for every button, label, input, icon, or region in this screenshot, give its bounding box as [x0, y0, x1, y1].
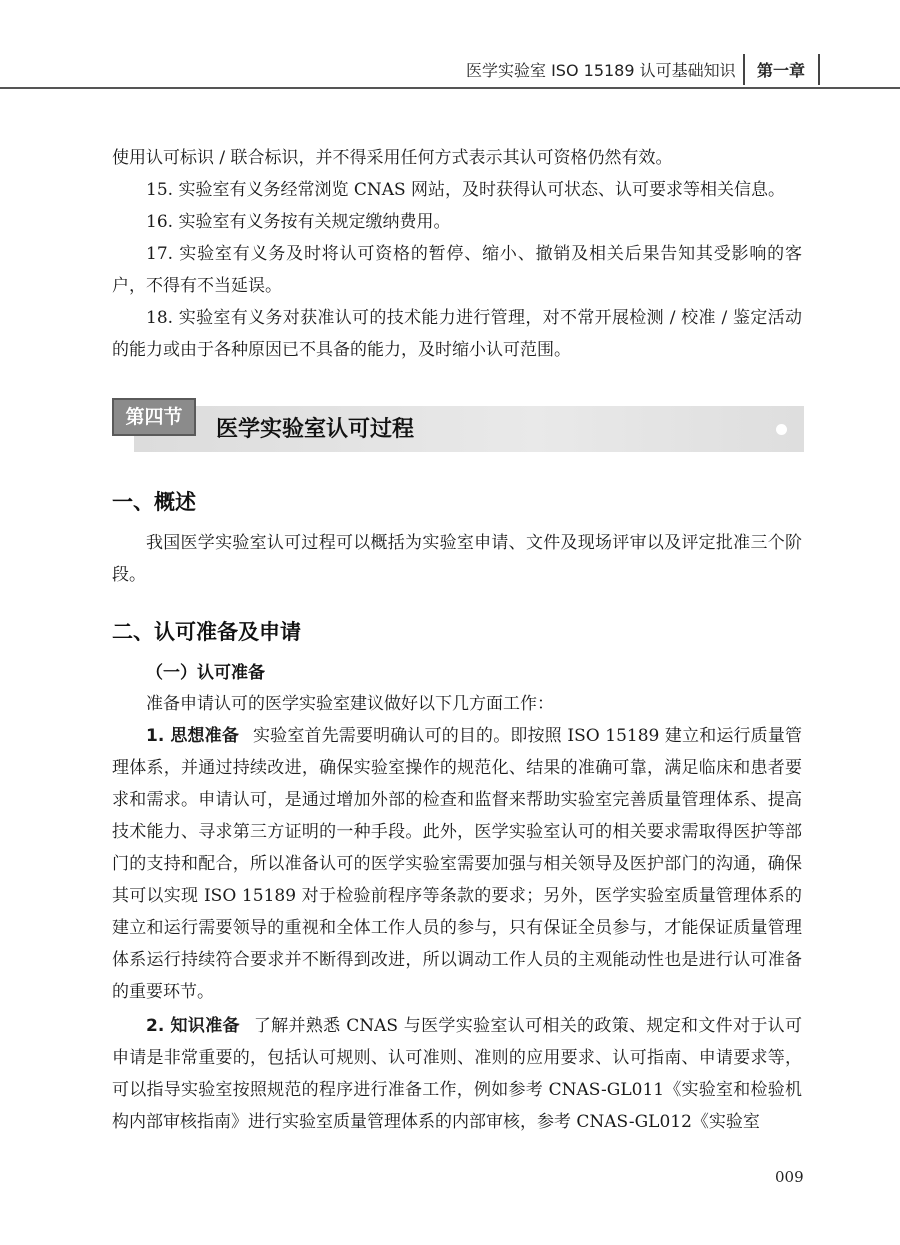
banner-dot-icon [776, 424, 787, 435]
heading-overview: 一、概述 [112, 490, 196, 514]
section-number-badge: 第四节 [112, 398, 196, 436]
paragraph-intro: 准备申请认可的医学实验室建议做好以下几方面工作： [146, 694, 554, 714]
paragraph-overview: 我国医学实验室认可过程可以概括为实验室申请、文件及现场评审以及评定批准三个阶段。 [112, 533, 802, 585]
paragraph-mental-preparation [112, 720, 802, 1008]
header-rule [0, 87, 900, 89]
heading-preparation: 二、认可准备及申请 [112, 620, 301, 644]
item-text: 了解并熟悉 CNAS 与医学实验室认可相关的政策、规定和文件对于认可申请是非常重要的，包括认可规则、认可准则、准则的应用要求、认可指南、申请要求等，可以指导实验室按照规范的程序进行准备工作，例如参考 CNAS-GL011《实验室和检验机构内部审核指南》进行实验室质量管理体系的内部审核，参考 CNAS-GL012《实验室 [112, 1016, 802, 1132]
item-lead: 2. 知识准备 [146, 1016, 240, 1036]
paragraph-continued: 使用认可标识 / 联合标识，并不得采用任何方式表示其认可资格仍然有效。 [112, 148, 673, 168]
subheading-preparation: （一）认可准备 [146, 663, 265, 683]
section-title: 医学实验室认可过程 [216, 417, 415, 442]
running-header-chapter: 第一章 [757, 61, 806, 80]
paragraph-item-17: 17. 实验室有义务及时将认可资格的暂停、缩小、撤销及相关后果告知其受影响的客户，不得有不当延误。 [112, 244, 802, 296]
paragraph-knowledge-preparation [112, 1010, 802, 1138]
item-text: 实验室首先需要明确认可的目的。即按照 ISO 15189 建立和运行质量管理体系，并通过持续改进，确保实验室操作的规范化、结果的准确可靠，满足临床和患者要求和需求。申请认可，是通过增加外部的检查和监督来帮助实验室完善质量管理体系、提高技术能力、寻求第三方证明的一种手段。此外，医学实验室认可的相关要求需取得医护等部门的支持和配合，所以准备认可的医学实验室需要加强与相关领导及医护部门的沟通，确保其可以实现 ISO 15189 对于检验前程序等条款的要求；另外，医学实验室质量管理体系的建立和运行需要领导的重视和全体工作人员的参与，只有保证全员参与，才能保证质量管理体系运行持续符合要求并不断得到改进，所以调动工作人员的主观能动性也是进行认可准备的重要环节。 [112, 726, 802, 1002]
paragraph-item-18: 18. 实验室有义务对获准认可的技术能力进行管理，对不常开展检测 / 校准 / 鉴定活动的能力或由于各种原因已不具备的能力，及时缩小认可范围。 [112, 308, 802, 360]
section-banner [112, 398, 806, 454]
header-divider [818, 54, 820, 85]
header-divider [743, 54, 745, 85]
page-number: 009 [775, 1168, 804, 1186]
paragraph-item-16: 16. 实验室有义务按有关规定缴纳费用。 [146, 212, 451, 232]
running-header [0, 52, 900, 90]
item-lead: 1. 思想准备 [146, 726, 239, 746]
running-header-title: 医学实验室 ISO 15189 认可基础知识 [466, 61, 736, 80]
paragraph-item-15: 15. 实验室有义务经常浏览 CNAS 网站，及时获得认可状态、认可要求等相关信息。 [146, 180, 786, 200]
